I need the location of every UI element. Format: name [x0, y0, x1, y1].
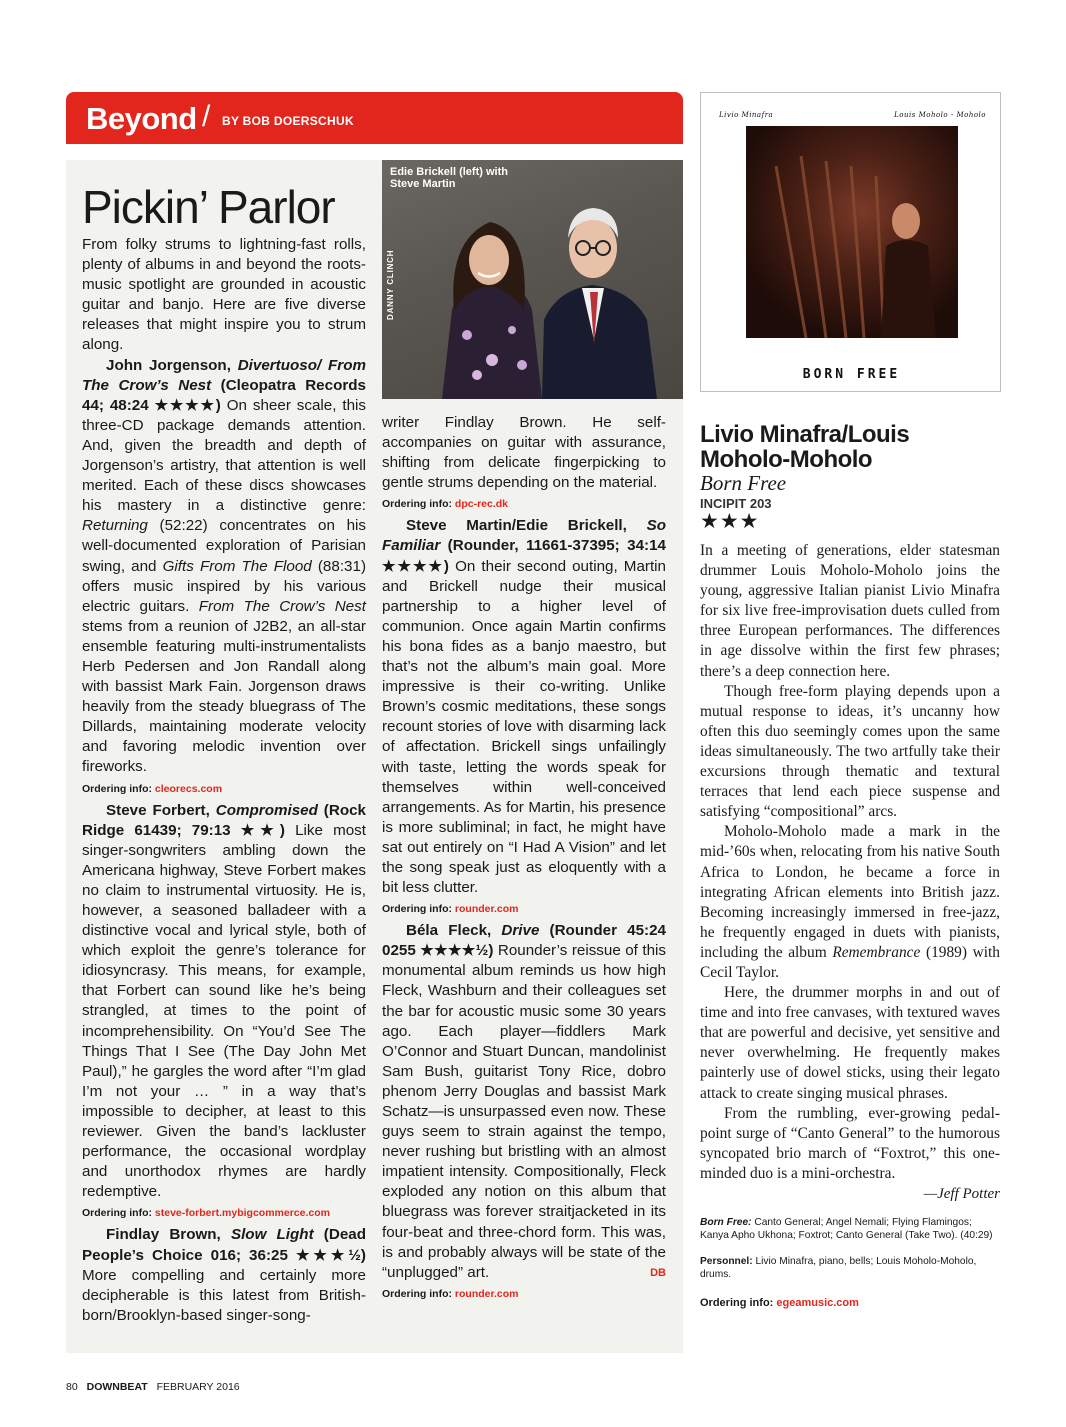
artist-photo: [382, 160, 683, 399]
feature-headline: Pickin’ Parlor: [82, 181, 335, 233]
paragraph-text: Moholo-Moholo made a mark in the mid-’60s when, relocating from his native South Africa to London, he became a force in integrating African elements into British jazz. Becoming increasingly immersed in free-jazz, he frequently engaged in duets with pianists, including the album: [700, 823, 1000, 961]
review-text-continued: writer Findlay Brown. He self-accompanies on guitar with assurance, shifting from delicate fingerpicking to gentle strums depending on the material.: [382, 414, 666, 492]
review-album-title: Slow Light: [230, 1226, 314, 1244]
review-album-title: Compromised: [215, 801, 318, 819]
review-jorgenson: [82, 356, 366, 778]
review-album-title: Divertuoso/ From The Crow’s Nest: [82, 356, 366, 394]
review-release-info: (Cleopatra Records 44; 48:24 ★★★★): [82, 376, 366, 414]
ordering-label: Ordering info:: [382, 903, 455, 916]
review-artist: John Jorgenson,: [106, 356, 238, 374]
review-martin-brickell: [382, 516, 666, 898]
section-slash: /: [202, 100, 211, 133]
disc-title: From The Crow’s Nest: [198, 597, 366, 615]
ordering-label: Ordering info:: [700, 1297, 777, 1309]
review-text: On their second outing, Martin and Brickell nudge their musical partnership to a higher level of communion. Once again Martin confirms his bona fides as a banjo maestro, but that’s not the album’s main goal. More impressive is their co-writing. Unlike Brown’s cosmic meditations, these songs recount stories of love with disarming lack of affectation. Brickell sings unfailingly with taste, letting the words speak for themselves within well-conceived arrangements. As for Martin, his presence is more subliminal; in fact, he might have sat out entirely on “I Had A Vision” and let the song speak just as eloquently with a bit less clutter.: [382, 557, 666, 897]
review-artist: Béla Fleck,: [406, 922, 502, 940]
review-column-1: [82, 235, 366, 1326]
review-column-2: [382, 413, 666, 1306]
review-artist: Steve Forbert,: [106, 801, 216, 819]
ordering-label: Ordering info:: [82, 782, 155, 795]
side-review-label: INCIPIT 203: [700, 496, 772, 511]
personnel: [700, 1256, 1000, 1281]
review-artist: Findlay Brown,: [106, 1226, 231, 1244]
section-title: Beyond: [86, 101, 197, 136]
album-photo: [746, 126, 958, 338]
side-review-paragraph: From the rumbling, ever-growing pedal-point surge of “Canto General” to the humorous syncopated brio march of “Foxtrot,” this one-minded duo is a mini-orchestra.: [700, 1104, 1000, 1182]
magazine-name: DOWNBEAT: [86, 1381, 148, 1393]
review-text: Rounder’s reissue of this monumental album reminds us how high Fleck, Washburn and their colleagues set the bar for acoustic music some 30 years ago. Each player—fiddlers Mark O’Connor and Stuart Duncan, mandolinist Sam Bush, guitarist Tony Rice, dobro phenom Jerry Douglas and bassist Mark Schatz—is unsurpassed even now. These guys seem to strain against the tempo, never rushing but bristling with an almost impatient intensity. Compositionally, Fleck exploded any notion on this album that bluegrass was forever straitjacketed in its four-beat and three-chord form. This was, is and probably always will be state of the “unplugged” art.: [382, 942, 666, 1281]
ordering-link[interactable]: rounder.com: [454, 903, 519, 916]
review-text: (52:22) concentrates on his well-documented exploration of Parisian swing, and: [82, 517, 366, 575]
review-album-title: Drive: [501, 922, 540, 940]
ordering-label: Ordering info:: [82, 1207, 155, 1220]
ordering-link[interactable]: egeamusic.com: [776, 1297, 859, 1309]
personnel-text: Livio Minafra, piano, bells; Louis Moholo-Moholo, drums.: [700, 1256, 977, 1280]
review-release-info: (Rock Ridge 61439; 79:13 ★★): [82, 801, 366, 839]
side-review: [700, 422, 1000, 1309]
ordering-label: Ordering info:: [382, 498, 455, 511]
review-text: More compelling and certainly more decipherable is this latest from British-born/Brooklyn-based singer-song-: [82, 1266, 366, 1324]
ordering-link[interactable]: cleorecs.com: [154, 782, 223, 795]
track-list-text: Canto General; Angel Nemali; Flying Flamingos; Kanya Apho Ukhona; Foxtrot; Canto General (Take Two). (40:29): [700, 1217, 993, 1241]
review-text: stems from a reunion of J2B2, an all-star ensemble featuring multi-instrumentalists Herb Pedersen and Jon Randall along with bassist Mark Fain. Jorgenson draws heavily from the steady bluegrass of The Dillards, maintaining moderate velocity and favoring melodic invention over fireworks.: [82, 617, 366, 776]
track-list-label: Born Free:: [700, 1217, 752, 1228]
ordering-info: [382, 497, 666, 511]
review-brown: [82, 1225, 366, 1325]
page-footer: [66, 1381, 240, 1393]
review-forbert: [82, 801, 366, 1203]
end-mark: DB: [650, 1266, 666, 1279]
album-cover: [700, 92, 1001, 392]
paragraph-text: (1989) with Cecil Taylor.: [700, 943, 1001, 981]
review-release-info: (Dead People’s Choice 016; 36:25 ★★★½): [82, 1226, 366, 1264]
review-text: Like most singer-songwriters ambling down the Americana highway, Steve Forbert makes no claim to instrumental virtuosity. He is, however, a seasoned balladeer with a distinctive vocal and lyrical style, both of which exploit the genre’s tolerance for idiosyncrasy. This means, for example, that Forbert can sound like he’s being strangled, at times to the point of incomprehensibility. On “You’d See The Things That I See (The Day John Met Paul),” he gargles the word after “I’m glad I’m not your … ” in a way that’s impossible to decipher, at least to this reviewer. Given the band’s lackluster performance, the occasional wordplay and unorthodox rhymes are hardly redemptive.: [82, 821, 366, 1201]
track-list: [700, 1217, 1000, 1242]
ordering-info: [700, 1297, 1000, 1309]
side-review-album: Born Free: [700, 471, 787, 495]
album-photo-illustration: [746, 126, 958, 338]
disc-title: Returning: [82, 517, 148, 535]
page-number: 80: [66, 1381, 78, 1393]
review-artist: Steve Martin/Edie Brickell,: [406, 517, 647, 535]
ordering-link[interactable]: dpc-rec.dk: [454, 498, 509, 511]
reviewer-signature: —Jeff Potter: [923, 1186, 1000, 1202]
section-banner: [66, 92, 683, 144]
album-artist-left: Livio Minafra: [719, 111, 774, 119]
personnel-label: Personnel:: [700, 1256, 753, 1267]
photo-caption: Edie Brickell (left) with Steve Martin: [390, 166, 508, 190]
side-review-paragraph: [700, 822, 1000, 983]
photo-credit: DANNY CLINCH: [386, 249, 395, 320]
ordering-info: [382, 902, 666, 916]
album-reference: Remembrance: [832, 943, 921, 961]
ordering-info: [82, 1206, 366, 1220]
review-release-info: (Rounder, 11661-37395; 34:14 ★★★★): [382, 537, 666, 575]
feature-intro: From folky strums to lightning-fast rolls, plenty of albums in and beyond the roots-music spotlight are grounded in acoustic guitar and banjo. Here are five diverse releases that might inspire you to strum along.: [82, 236, 366, 354]
disc-title: Gifts From The Flood: [162, 557, 312, 575]
side-review-paragraph: In a meeting of generations, elder statesman drummer Louis Moholo-Moholo joins the young, aggressive Italian pianist Livio Minafra for six live free-improvisation duets culled from three European performances. The differences in age dissolve within the first few phrases; there’s a deep connection here.: [700, 542, 1000, 680]
ordering-link[interactable]: steve-forbert.mybigcommerce.com: [154, 1207, 330, 1220]
review-release-info: (Rounder 45:24 0255 ★★★★½): [382, 922, 667, 960]
album-artist-right: Louis Moholo - Moholo: [894, 111, 986, 119]
ordering-info: [82, 782, 366, 796]
ordering-info: [382, 1287, 666, 1301]
side-review-body: [700, 541, 1000, 1184]
ordering-label: Ordering info:: [382, 1287, 455, 1300]
side-review-paragraph: Here, the drummer morphs in and out of time and into free canvases, with textured waves that are powerful and decisive, yet sensitive and never overwhelming. He frequently makes painterly use of dowel sticks, using their legato attack to create singing musical phrases.: [700, 984, 1000, 1102]
byline: BY BOB DOERSCHUK: [222, 114, 354, 128]
side-review-paragraph: Though free-form playing depends upon a mutual response to ideas, it’s uncanny how often this duo seemingly comes upon the same ideas simultaneously. The two artfully take their excursions through thematic and textural terraces that lend each piece suspense and satisfying “compositional” arcs.: [700, 682, 1000, 821]
photo-illustration: [382, 160, 683, 399]
review-text: On sheer scale, this three-CD package demands attention. And, given the breadth and depth of Jorgenson’s artistry, that attention is well merited. Each of these discs showcases his mastery in a distinctive genre:: [82, 396, 366, 515]
review-fleck: [382, 921, 666, 1283]
issue-date: FEBRUARY 2016: [156, 1381, 240, 1393]
ordering-link[interactable]: rounder.com: [454, 1287, 519, 1300]
review-text: (88:31) offers music inspired by his various electric guitars.: [82, 557, 366, 615]
album-cover-title: BORN FREE: [802, 367, 901, 382]
star-rating: ★★★: [700, 510, 760, 533]
side-review-artist: Livio Minafra/Louis Moholo-Moholo: [700, 421, 910, 473]
review-album-title: So Familiar: [382, 517, 666, 555]
